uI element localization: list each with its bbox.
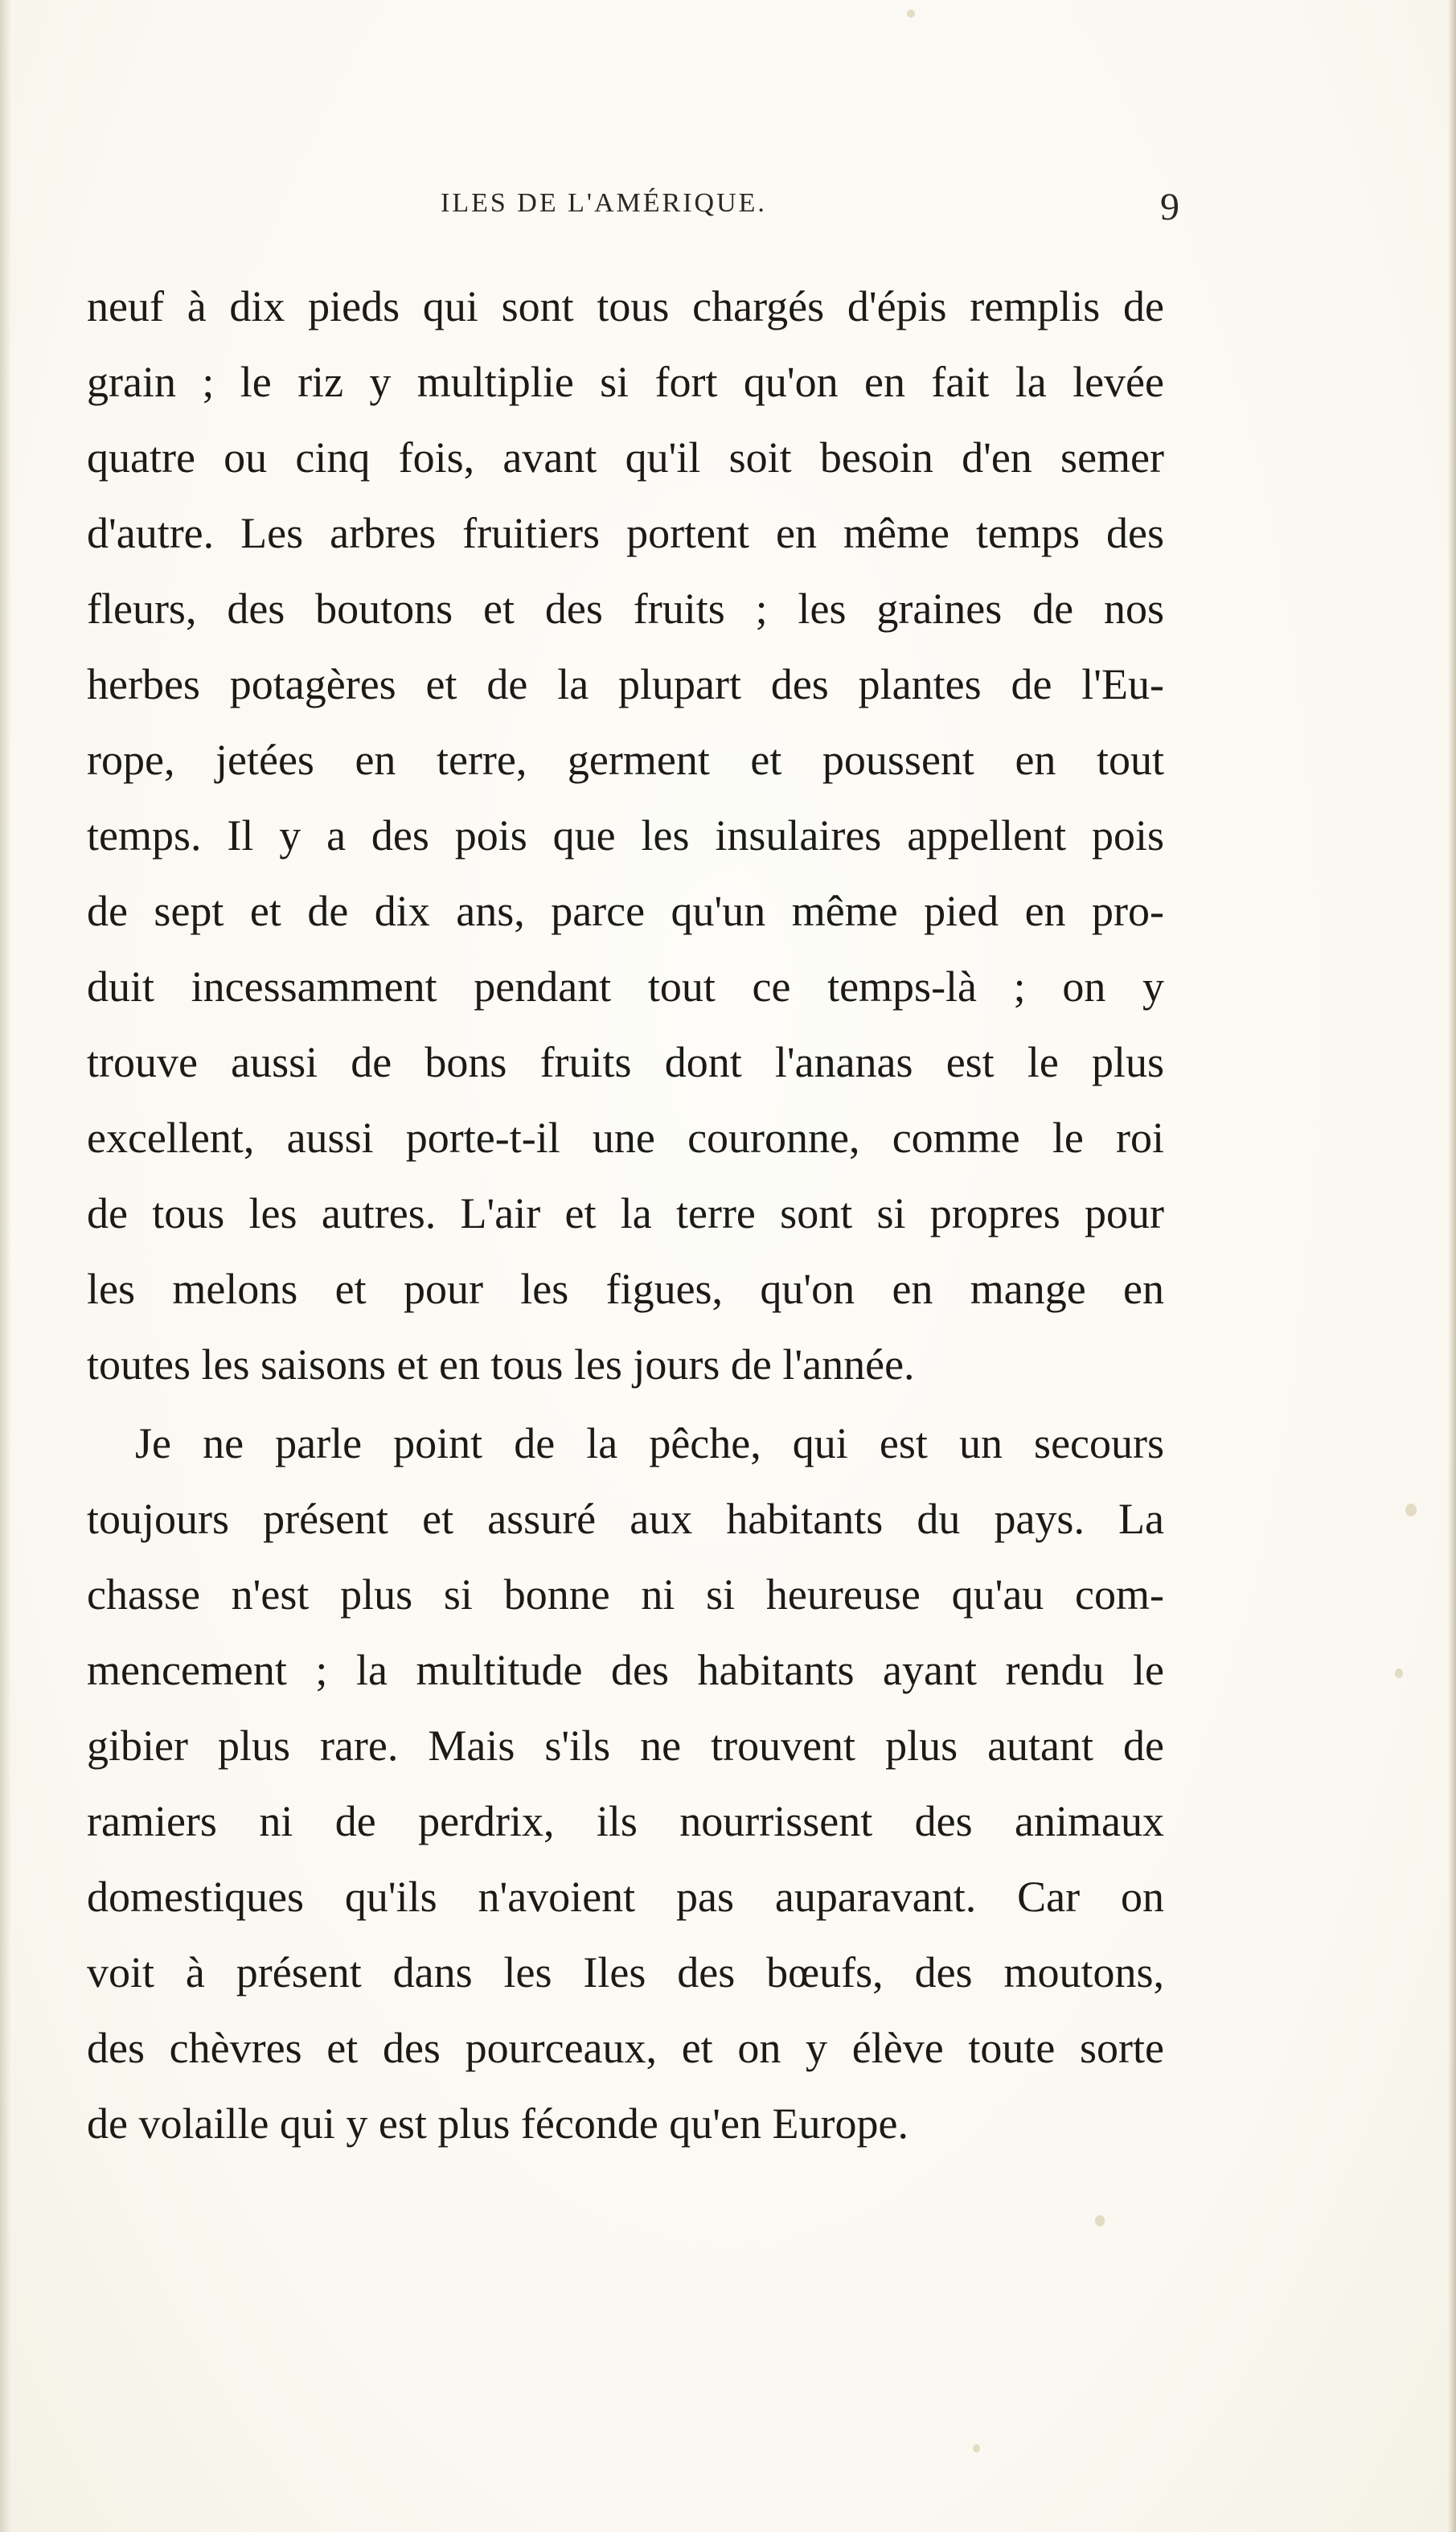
text-line: chasse n'est plus si bonne ni si heureuse qu'au com- (87, 1570, 1164, 1619)
paragraph (87, 1406, 1164, 2161)
text-line: toujours présent et assuré aux habitants du pays. La (87, 1495, 1164, 1543)
text-line: ramiers ni de perdrix, ils nourrissent des animaux (87, 1797, 1164, 1845)
binding-shadow (0, 0, 11, 2532)
text-line: temps. Il y a des pois que les insulaires appellent pois (87, 811, 1164, 860)
text-line: des chèvres et des pourceaux, et on y élève toute sorte (87, 2024, 1164, 2072)
text-line: gibier plus rare. Mais s'ils ne trouvent plus autant de (87, 1722, 1164, 1770)
text-line: mencement ; la multitude des habitants ayant rendu le (87, 1646, 1164, 1694)
paragraph (87, 269, 1164, 1402)
text-line: de volaille qui y est plus féconde qu'en Europe. (87, 2099, 908, 2148)
text-line: duit incessamment pendant tout ce temps-là ; on y (87, 962, 1164, 1011)
paper-speck (1395, 1668, 1403, 1678)
paper-speck (1405, 1504, 1417, 1516)
page-number: 9 (1160, 186, 1179, 228)
body-text (87, 269, 1164, 2161)
text-line: fleurs, des boutons et des fruits ; les graines de nos (87, 585, 1164, 633)
paper-speck (1095, 2215, 1105, 2226)
text-line: trouve aussi de bons fruits dont l'ananas est le plus (87, 1038, 1164, 1086)
text-line: rope, jetées en terre, germent et poussent en tout (87, 736, 1164, 784)
paper-speck (973, 2444, 980, 2452)
text-line: toutes les saisons et en tous les jours de l'année. (87, 1340, 915, 1389)
text-line: domestiques qu'ils n'avoient pas auparavant. Car on (87, 1873, 1164, 1921)
text-line: neuf à dix pieds qui sont tous chargés d'épis remplis de (87, 282, 1164, 330)
paper-speck (907, 10, 915, 18)
text-line: de tous les autres. L'air et la terre sont si propres pour (87, 1189, 1164, 1237)
text-line: Je ne parle point de la pêche, qui est un secours (135, 1419, 1164, 1467)
running-head (87, 185, 1179, 233)
text-line: les melons et pour les figues, qu'on en mange en (87, 1265, 1164, 1313)
text-line: excellent, aussi porte-t-il une couronne, comme le roi (87, 1114, 1164, 1162)
text-line: d'autre. Les arbres fruitiers portent en même temps des (87, 509, 1164, 557)
text-line: voit à présent dans les Iles des bœufs, des moutons, (87, 1948, 1164, 1996)
text-line: de sept et de dix ans, parce qu'un même pied en pro- (87, 887, 1164, 935)
text-line: grain ; le riz y multiplie si fort qu'on en fait la levée (87, 358, 1164, 406)
running-title: ILES DE L'AMÉRIQUE. (441, 188, 767, 218)
text-line: quatre ou cinq fois, avant qu'il soit besoin d'en semer (87, 433, 1164, 482)
page-edge-shadow (1448, 0, 1456, 2532)
text-line: herbes potagères et de la plupart des plantes de l'Eu- (87, 660, 1164, 708)
